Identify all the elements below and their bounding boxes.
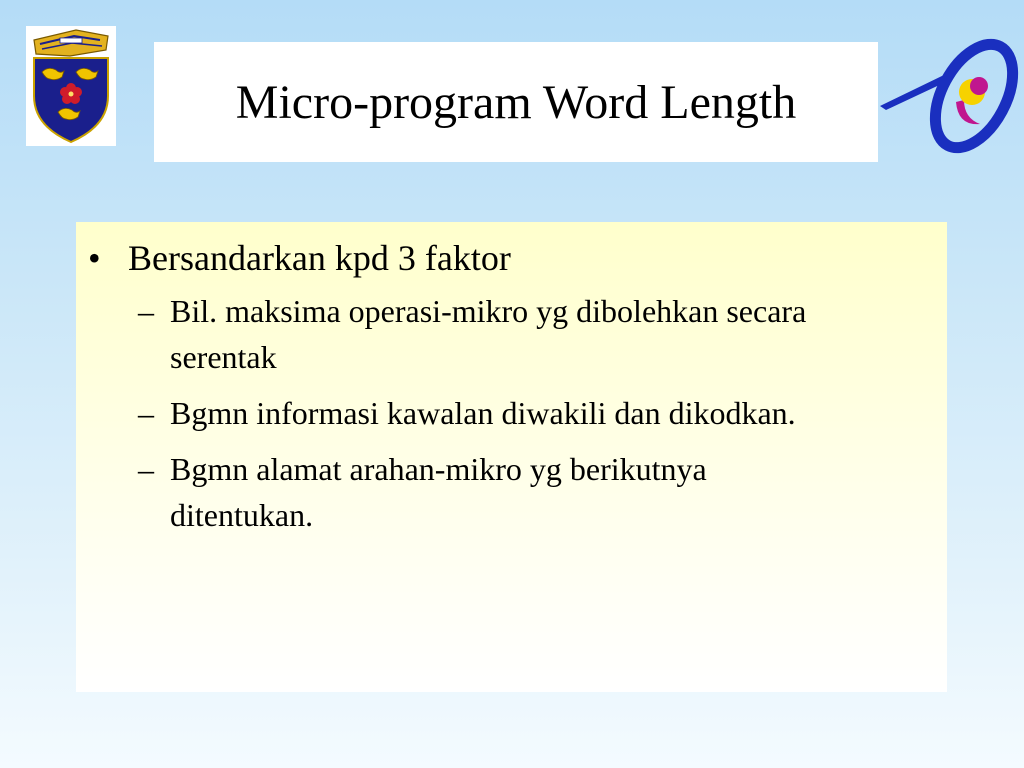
sub-bullet-dash: – xyxy=(138,451,154,487)
slide-title: Micro-program Word Length xyxy=(235,75,797,129)
sub-bullet-text: Bgmn informasi kawalan diwakili dan dikodkan. xyxy=(170,395,796,431)
content-box xyxy=(76,222,947,692)
sub-bullet-item xyxy=(128,288,820,380)
sub-bullet-item xyxy=(128,390,820,436)
title-box xyxy=(154,42,878,162)
university-crest-icon xyxy=(26,26,116,146)
sub-bullet-text: Bil. maksima operasi-mikro yg dibolehkan secara serentak xyxy=(170,293,807,375)
sub-bullet-dash: – xyxy=(138,395,154,431)
sub-bullet-dash: – xyxy=(138,293,154,329)
sub-bullet-item xyxy=(128,446,820,538)
sub-bullet-list xyxy=(128,288,947,538)
orbit-logo-icon xyxy=(880,34,1020,158)
bullet-list xyxy=(76,236,947,538)
sub-bullet-text: Bgmn alamat arahan-mikro yg berikutnya ditentukan. xyxy=(170,451,707,533)
bullet-marker: • xyxy=(88,238,101,278)
bullet-text: Bersandarkan kpd 3 faktor xyxy=(128,238,511,278)
bullet-item xyxy=(76,236,947,538)
